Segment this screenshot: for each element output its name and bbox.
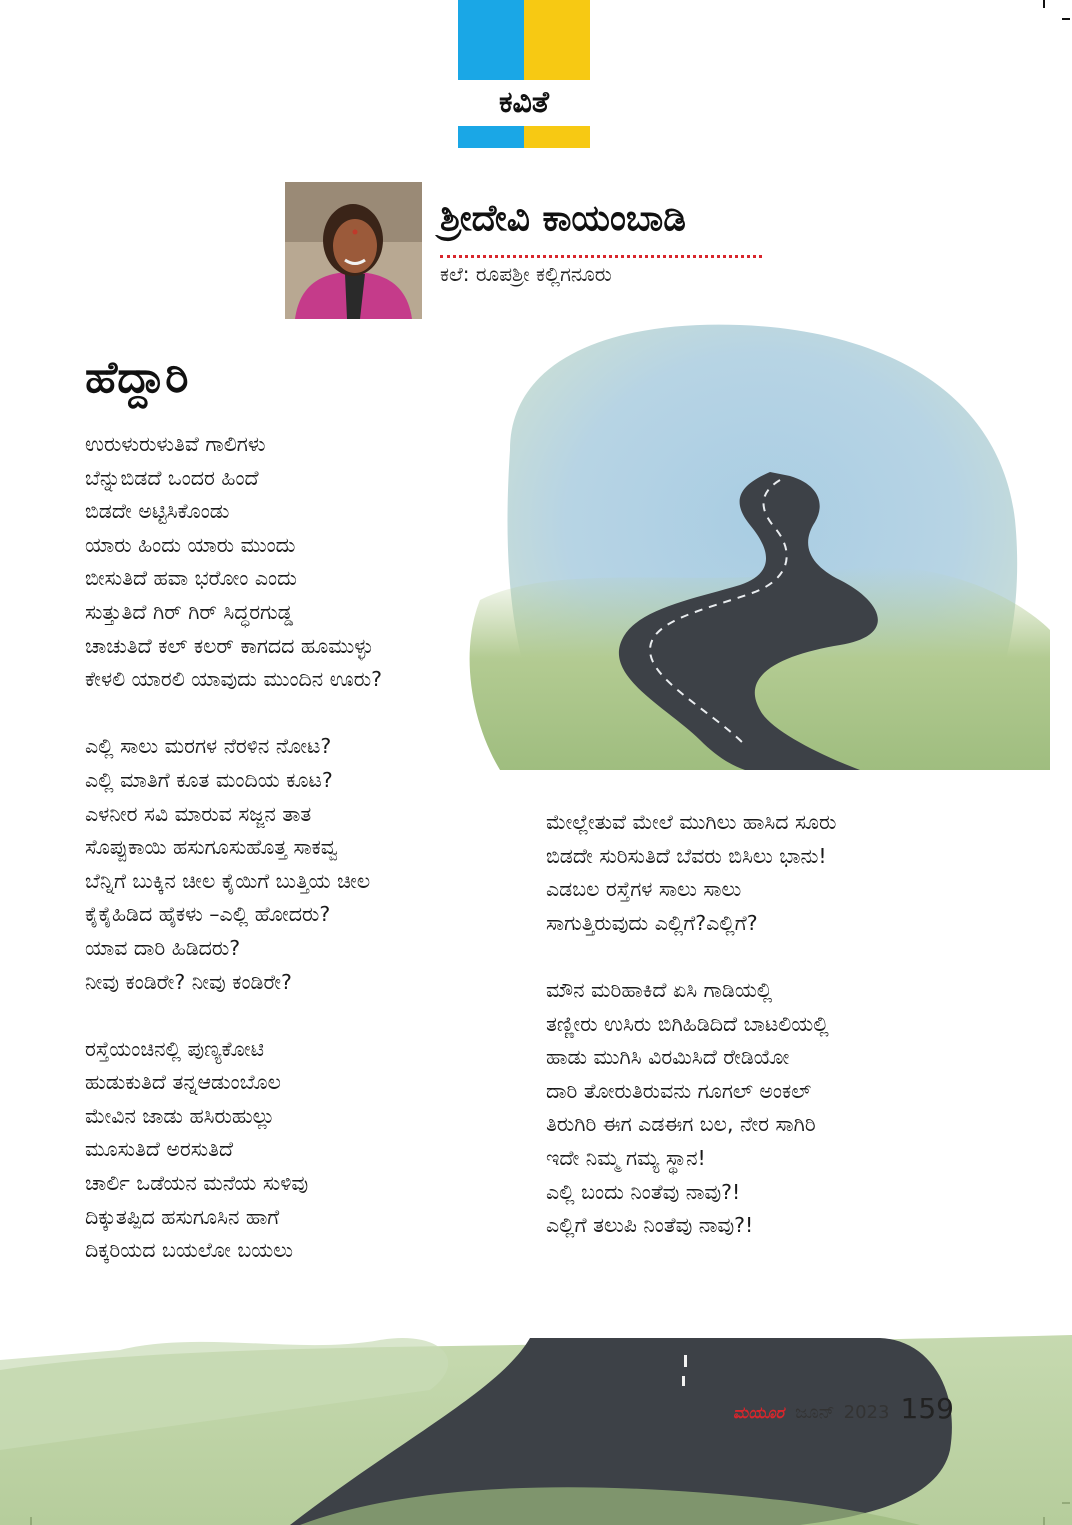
poem-line: ಸೊಪ್ಪುಕಾಯಿ ಹಸುಗೂಸುಹೊತ್ತ ಸಾಕವ್ವ: [85, 835, 338, 860]
poem-line: ಹುಡುಕುತಿದೆ ತನ್ನಆಡುಂಬೊಲ: [85, 1070, 281, 1095]
header-color-block-yellow: [524, 0, 590, 80]
poem-line: ರಸ್ತೆಯಂಚಿನಲ್ಲಿ ಪುಣ್ಯಕೋಟಿ: [85, 1036, 264, 1061]
poem-line: ಎಲ್ಲಿ ಸಾಲು ಮರಗಳ ನೆರಳಿನ ನೋಟ?: [85, 734, 332, 759]
issue-month: ಜೂನ್: [795, 1402, 835, 1423]
bottom-road-illustration: [0, 1330, 1072, 1525]
crop-mark: [1062, 18, 1070, 20]
poem-line: ಮೇಲ್ಲೇತುವೆ ಮೇಲೆ ಮುಗಿಲು ಹಾಸಿದ ಸೂರು: [546, 810, 837, 834]
page-footer: [733, 1392, 954, 1425]
crop-mark: [1043, 0, 1045, 8]
author-name: ಶ್ರೀದೇವಿ ಕಾಯಂಬಾಡಿ: [440, 198, 686, 239]
poem-line: ಸುತ್ತುತಿದೆ ಗಿರ್ ಗಿರ್ ಸಿದ್ಧರಗುಡ್ಡ: [85, 599, 294, 624]
poem-line: ಮೂಸುತಿದೆ ಅರಸುತಿದೆ: [85, 1137, 234, 1162]
poem-line: ಸಾಗುತ್ತಿರುವುದು ಎಲ್ಲಿಗೆ?ಎಲ್ಲಿಗೆ?: [546, 910, 758, 935]
magazine-logo: ಮಯೂರ: [733, 1403, 785, 1422]
poem-line: ಬಿಡದೇ ಸುರಿಸುತಿದೆ ಬೆವರು ಬಿಸಿಲು ಭಾನು!: [546, 843, 827, 868]
poem-line: ನೀವು ಕಂಡಿರೇ? ನೀವು ಕಂಡಿರೇ?: [85, 969, 292, 994]
poem-line: ತಣ್ಣೀರು ಉಸಿರು ಬಿಗಿಹಿಡಿದಿದೆ ಬಾಟಲಿಯಲ್ಲಿ: [546, 1011, 829, 1036]
poem-line: ಕೇಳಲಿ ಯಾರಲಿ ಯಾವುದು ಮುಂದಿನ ಊರು?: [85, 667, 383, 692]
section-label: ಕವಿತೆ: [499, 85, 549, 120]
stanza-gap: [85, 999, 382, 1033]
poem-line: ಉರುಳುರುಳುತಿವೆ ಗಾಲಿಗಳು: [85, 432, 266, 456]
art-credit: ಕಲೆ: ರೂಪಶ್ರೀ ಕಲ್ಲಿಗನೂರು: [440, 262, 612, 286]
poem-title: ಹೆದ್ದಾರಿ: [85, 352, 189, 403]
poem-line: ಬೆನ್ನುಬಿಡದೆ ಒಂದರ ಹಿಂದೆ: [85, 465, 259, 490]
poem-line: ಎಲ್ಲಿಗೆ ತಲುಪಿ ನಿಂತೆವು ನಾವು?!: [546, 1213, 754, 1238]
poem-line: ಎಲ್ಲಿ ಮಾತಿಗೆ ಕೂತ ಮಂದಿಯ ಕೂಟ?: [85, 767, 333, 792]
poem-line: ಚಾಚುತಿದೆ ಕಲ್ ಕಲರ್ ಕಾಗದದ ಹೂಮುಳ್ಳು: [85, 633, 374, 658]
poem-line: ಬಿಡದೇ ಅಟ್ಟಿಸಿಕೊಂಡು: [85, 499, 230, 524]
poem-line: ಎಡಬಲ ರಸ್ತೆಗಳ ಸಾಲು ಸಾಲು: [546, 877, 742, 902]
poem-line: ಕೈಕೈಹಿಡಿದ ಹೈಕಳು –ಎಲ್ಲಿ ಹೋದರು?: [85, 902, 331, 927]
road-illustration: [440, 300, 1050, 770]
poem-line: ಇದೇ ನಿಮ್ಮ ಗಮ್ಯ ಸ್ಥಾನ!: [546, 1145, 706, 1170]
poem-line: ದಾರಿ ತೋರುತಿರುವನು ಗೂಗಲ್ ಅಂಕಲ್: [546, 1078, 812, 1103]
poem-line: ಮೇವಿನ ಜಾಡು ಹಸಿರುಹುಲ್ಲು: [85, 1103, 275, 1128]
poem-line: ಯಾವ ದಾರಿ ಹಿಡಿದರು?: [85, 935, 241, 960]
poem-line: ಹಾಡು ಮುಗಿಸಿ ವಿರಮಿಸಿದೆ ರೇಡಿಯೋ: [546, 1045, 790, 1070]
poem-line: ಯಾರು ಹಿಂದು ಯಾರು ಮುಂದು: [85, 532, 296, 557]
stanza-gap: [85, 697, 382, 731]
header-color-bar-yellow: [524, 126, 590, 148]
header-color-block-blue: [458, 0, 524, 80]
stanza-gap: [546, 940, 836, 974]
poem-line: ದಿಕ್ಕುತಪ್ಪಿದ ಹಸುಗೂಸಿನ ಹಾಗೆ: [85, 1204, 280, 1229]
poem-line: ಬೆನ್ನಿಗೆ ಬುಕ್ಕಿನ ಚೀಲ ಕೈಯಿಗೆ ಬುತ್ತಿಯ ಚೀಲ: [85, 868, 371, 893]
poem-line: ಎಲ್ಲಿ ಬಂದು ನಿಂತೆವು ನಾವು?!: [546, 1179, 741, 1204]
poem-line: ಚಾರ್ಲಿ ಒಡೆಯನ ಮನೆಯ ಸುಳಿವು: [85, 1171, 309, 1196]
poem-line: ಬೀಸುತಿದೆ ಹವಾ ಭರೋಂ ಎಂದು: [85, 566, 297, 591]
issue-year: 2023: [843, 1402, 890, 1423]
author-portrait-icon: [285, 182, 422, 319]
poem-right-column: [546, 806, 836, 1243]
page-number: 159: [900, 1392, 954, 1425]
header-color-bar-blue: [458, 126, 524, 148]
poem-line: ಮೌನ ಮರಿಹಾಕಿದೆ ಏಸಿ ಗಾಡಿಯಲ್ಲಿ: [546, 977, 773, 1002]
poem-left-column: [85, 428, 382, 1268]
author-name-divider: [440, 255, 762, 258]
poem-line: ತಿರುಗಿರಿ ಈಗ ಎಡಈಗ ಬಲ, ನೇರ ಸಾಗಿರಿ: [546, 1112, 816, 1137]
author-photo: [285, 182, 422, 319]
poem-line: ದಿಕ್ಕರಿಯದ ಬಯಲೋ ಬಯಲು: [85, 1238, 294, 1263]
poem-line: ಎಳನೀರ ಸವಿ ಮಾರುವ ಸಜ್ಜನ ತಾತ: [85, 801, 312, 826]
